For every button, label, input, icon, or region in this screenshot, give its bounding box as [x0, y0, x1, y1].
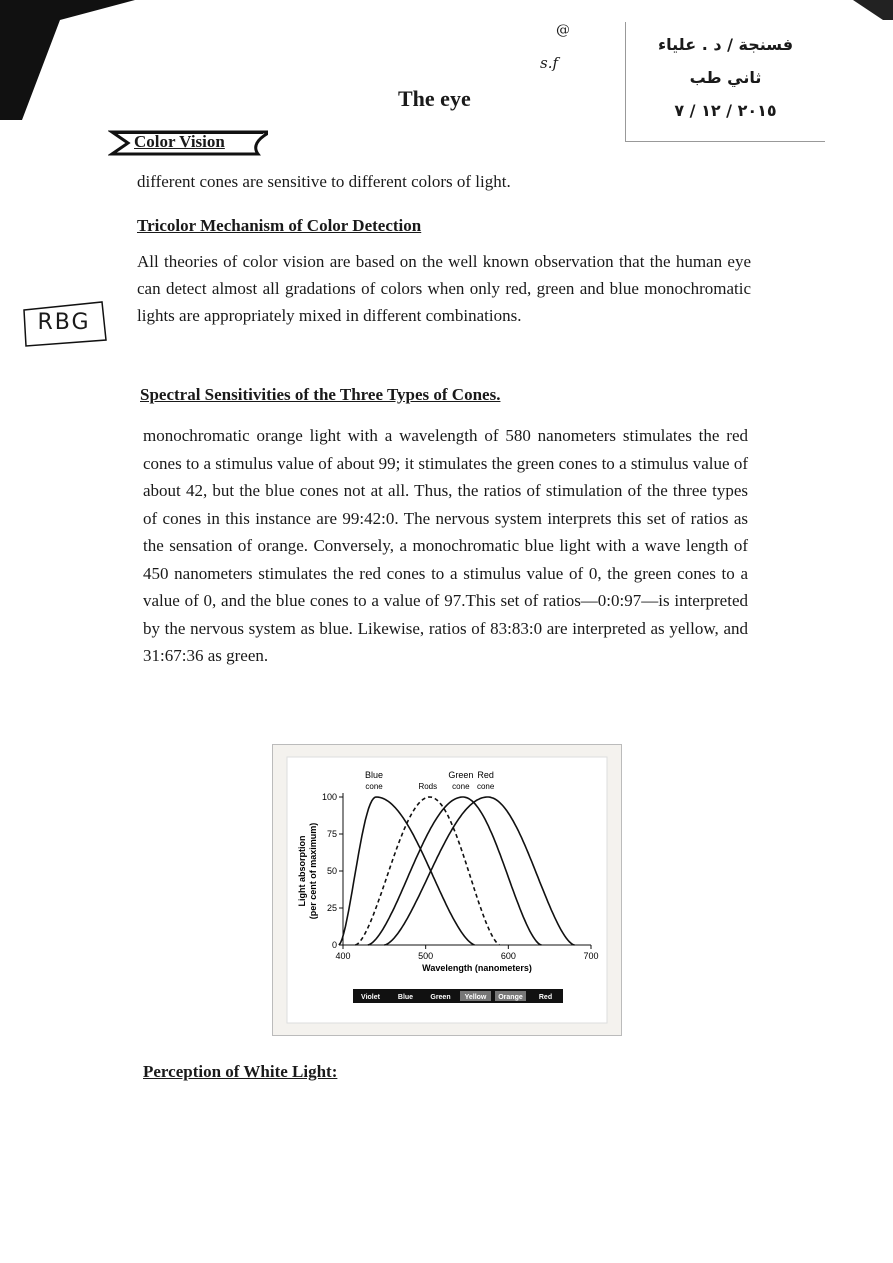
- color-band: [353, 989, 563, 1003]
- tricolor-paragraph: All theories of color vision are based on the well known observation that the human eye can detect almost all gradations of colors when only red, green and blue monochromatic lights are appropriately mixed in different combinations.: [137, 252, 751, 325]
- series-label-sub: cone: [452, 782, 470, 791]
- handwritten-stamp: [625, 22, 825, 142]
- color-band-label: Orange: [498, 994, 523, 1001]
- series-label-sub: Rods: [418, 782, 438, 791]
- section-title: Color Vision: [134, 132, 225, 151]
- series-label: Red: [477, 770, 494, 780]
- stamp-line: ثاني طب: [689, 68, 762, 87]
- x-tick-label: 400: [335, 951, 351, 961]
- x-tick-label: 500: [418, 951, 434, 961]
- page-title: The eye: [398, 86, 471, 111]
- color-band-label: Red: [538, 994, 553, 1001]
- margin-note-scribble: s.f: [540, 54, 559, 72]
- section-badge: [108, 128, 268, 158]
- rbg-label: RBG: [37, 309, 91, 335]
- page-corner-shadow-right: [853, 0, 893, 20]
- stamp-line: ٢٠١٥ / ١٢ / ٧: [674, 101, 777, 120]
- series-label-sub: cone: [476, 782, 495, 791]
- y-tick-label: 50: [326, 866, 337, 876]
- page-corner-shadow: [0, 0, 140, 120]
- y-tick-label: 0: [331, 940, 337, 950]
- absorption-chart: [273, 745, 621, 1035]
- y-axis-label: Light absorption: [297, 835, 307, 907]
- x-tick-label: 700: [583, 951, 599, 961]
- y-tick-label: 25: [326, 903, 337, 913]
- x-tick-label: 600: [500, 951, 516, 961]
- y-tick-label: 100: [321, 792, 337, 802]
- series-label: Green: [448, 770, 474, 780]
- color-band-label: Violet: [361, 994, 380, 1001]
- y-axis-label-units: (per cent of maximum): [308, 822, 318, 920]
- series-label-sub: cone: [365, 782, 383, 791]
- y-tick-label: 75: [326, 829, 337, 839]
- series-label: Blue: [365, 770, 384, 780]
- heading-white-light: Perception of White Light:: [143, 1062, 338, 1081]
- margin-note-circle: @: [556, 22, 570, 38]
- color-band-label: Blue: [397, 994, 414, 1001]
- color-band-label: Green: [430, 994, 451, 1001]
- x-axis-label: Wavelength (nanometers): [422, 963, 532, 973]
- heading-spectral: Spectral Sensitivities of the Three Types of Cones.: [140, 385, 501, 404]
- stamp-line: فسنجة / د . علياء: [657, 35, 794, 54]
- intro-text: different cones are sensitive to different colors of light.: [137, 172, 511, 191]
- spectral-paragraph: monochromatic orange light with a wavelength of 580 nanometers stimulates the red cones to a stimulus value of about 99; it stimulates the green cones to a stimulus value of about 42, but the blue cones not at all. Thus, the ratios of stimulation of the three types of cones in this instance are 99:42:0. The nervous system interprets this set of ratios as the sensation of orange. Conversely, a monochromatic blue light with a wave length of 450 nanometers stimulates the red cones to a stimulus value of 0, the green cones to a value of 0, and the blue cones to a value of 97.This set of ratios—0:0:97—is interpreted by the nervous system as blue. Likewise, ratios of 83:83:0 are interpreted as yellow, and 31:67:36 as green.: [143, 426, 748, 665]
- absorption-figure: [272, 744, 622, 1036]
- margin-note-rbg: [20, 296, 108, 348]
- heading-tricolor: Tricolor Mechanism of Color Detection: [137, 216, 422, 235]
- color-band-label: Yellow: [464, 994, 487, 1001]
